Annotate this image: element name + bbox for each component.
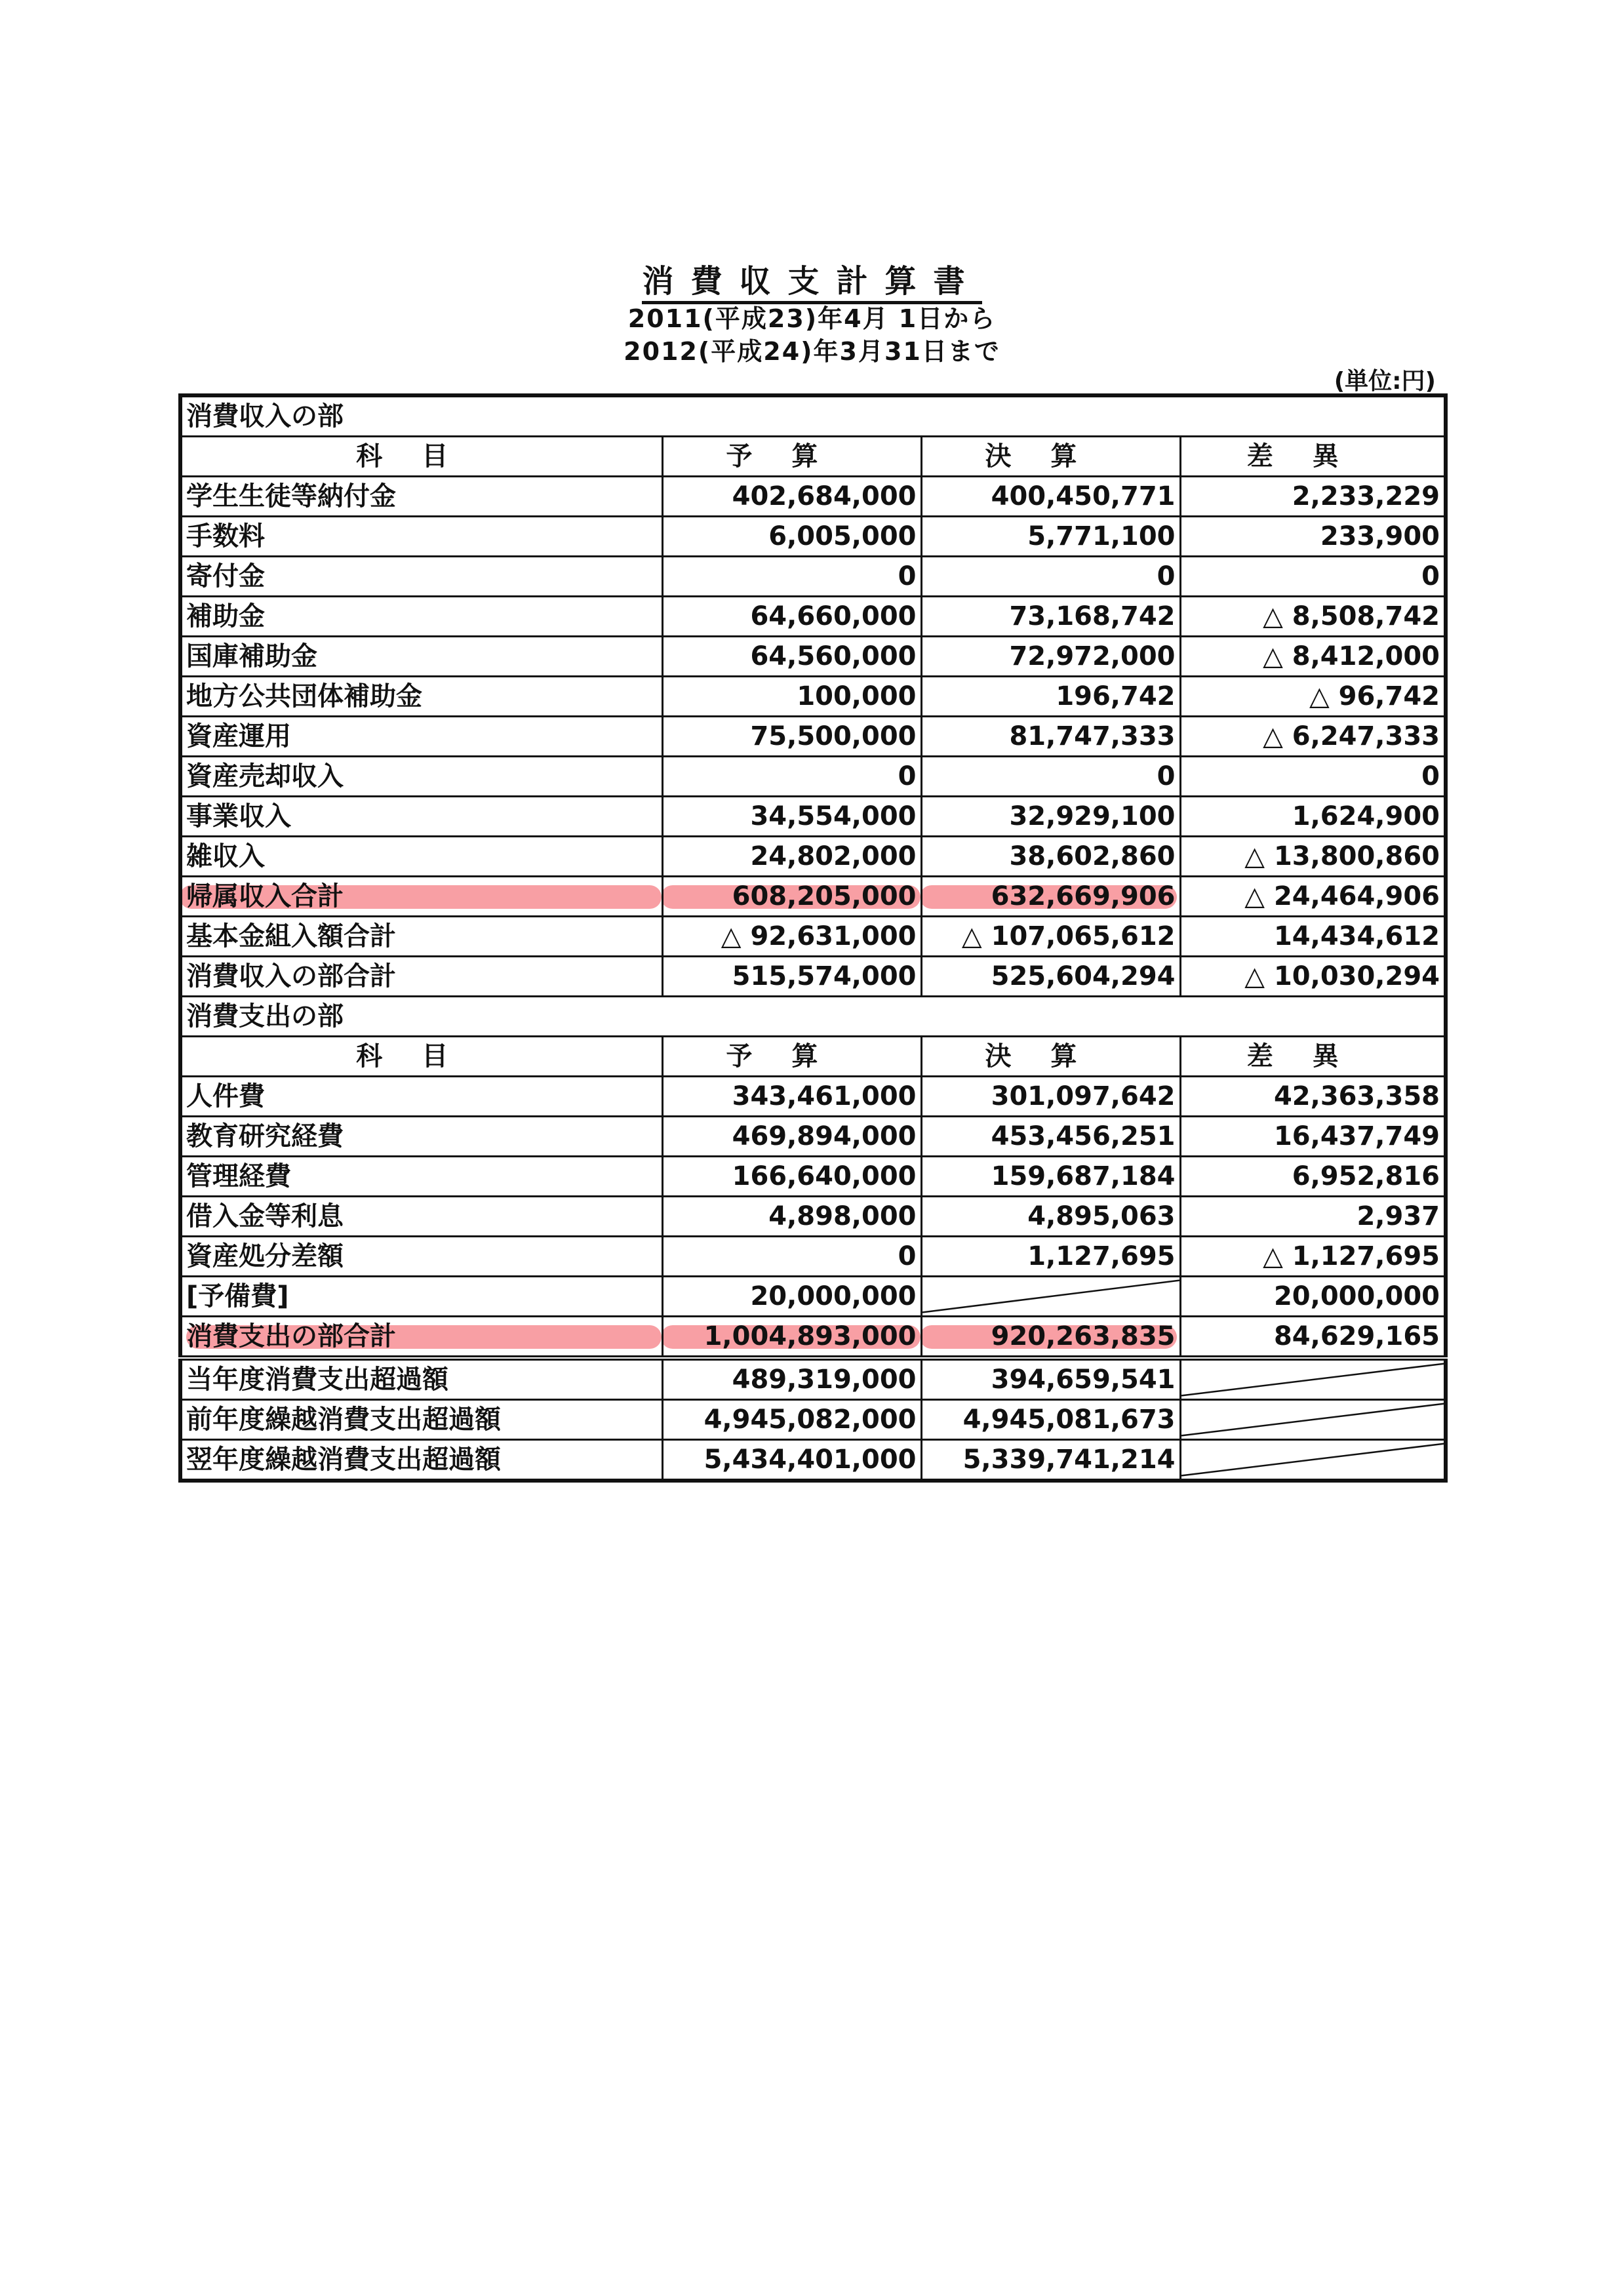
diagonal-line xyxy=(1181,1401,1444,1439)
row-label: 帰属収入合計 xyxy=(186,881,344,911)
row-label: 資産売却収入 xyxy=(180,757,662,797)
actual-cell: 73,168,742 xyxy=(921,597,1180,637)
diagonal-line xyxy=(1181,1361,1444,1399)
row-label-cell xyxy=(180,877,662,917)
diff-cell: 0 xyxy=(1180,557,1446,597)
section-label: 消費支出の部 xyxy=(180,997,1446,1037)
diff-cell: 0 xyxy=(1180,757,1446,797)
diff-cell: △ 1,127,695 xyxy=(1180,1237,1446,1277)
diff-cell: △ 13,800,860 xyxy=(1180,837,1446,877)
unit-label: (単位:円) xyxy=(1334,368,1436,395)
table-row xyxy=(180,517,1446,557)
actual-cell: 394,659,541 xyxy=(921,1358,1180,1400)
budget-cell: 5,434,401,000 xyxy=(662,1440,921,1481)
budget-cell: 343,461,000 xyxy=(662,1077,921,1117)
column-header-actual: 決算 xyxy=(921,1037,1180,1077)
income-expense-statement-table xyxy=(178,393,1448,1483)
table-row xyxy=(180,957,1446,997)
budget-cell: 6,005,000 xyxy=(662,517,921,557)
section-label: 消費収入の部 xyxy=(180,395,1446,437)
empty-slash-cell xyxy=(1180,1440,1446,1481)
row-label: 国庫補助金 xyxy=(180,637,662,677)
budget-cell: 0 xyxy=(662,557,921,597)
diff-cell: 42,363,358 xyxy=(1180,1077,1446,1117)
diff-cell: △ 8,508,742 xyxy=(1180,597,1446,637)
budget-cell: 20,000,000 xyxy=(662,1277,921,1317)
actual-cell: 32,929,100 xyxy=(921,797,1180,837)
budget-cell xyxy=(662,877,921,917)
budget-cell: 0 xyxy=(662,1237,921,1277)
row-label: 消費支出の部合計 xyxy=(186,1321,396,1351)
diff-cell: 14,434,612 xyxy=(1180,917,1446,957)
budget-value: 608,205,000 xyxy=(732,881,917,911)
table-row xyxy=(180,1197,1446,1237)
table-row xyxy=(180,757,1446,797)
budget-cell: 4,945,082,000 xyxy=(662,1400,921,1440)
row-label: 資産処分差額 xyxy=(180,1237,662,1277)
actual-cell: 5,339,741,214 xyxy=(921,1440,1180,1481)
budget-cell: 100,000 xyxy=(662,677,921,717)
row-label: 雑収入 xyxy=(180,837,662,877)
actual-cell xyxy=(921,1317,1180,1359)
actual-value: 920,263,835 xyxy=(991,1321,1176,1351)
row-label: 前年度繰越消費支出超過額 xyxy=(180,1400,662,1440)
table-row xyxy=(180,797,1446,837)
row-label: 学生生徒等納付金 xyxy=(180,477,662,517)
row-label: 事業収入 xyxy=(180,797,662,837)
actual-cell: 400,450,771 xyxy=(921,477,1180,517)
diff-cell: △ 96,742 xyxy=(1180,677,1446,717)
period-from: 2011(平成23)年4月 1日から xyxy=(627,304,997,333)
table-row xyxy=(180,1277,1446,1317)
column-header-row xyxy=(180,1037,1446,1077)
row-label: 教育研究経費 xyxy=(180,1117,662,1157)
column-header-budget: 予算 xyxy=(662,1037,921,1077)
table-row xyxy=(180,1440,1446,1481)
table-row xyxy=(180,717,1446,757)
diff-cell: 2,233,229 xyxy=(1180,477,1446,517)
actual-cell: 0 xyxy=(921,757,1180,797)
budget-cell xyxy=(662,1317,921,1359)
actual-value: 632,669,906 xyxy=(991,881,1176,911)
row-label: 借入金等利息 xyxy=(180,1197,662,1237)
actual-cell: 72,972,000 xyxy=(921,637,1180,677)
budget-cell: 75,500,000 xyxy=(662,717,921,757)
actual-cell: △ 107,065,612 xyxy=(921,917,1180,957)
diff-cell: 16,437,749 xyxy=(1180,1117,1446,1157)
diff-cell: △ 6,247,333 xyxy=(1180,717,1446,757)
actual-cell: 525,604,294 xyxy=(921,957,1180,997)
actual-cell: 453,456,251 xyxy=(921,1117,1180,1157)
table-row xyxy=(180,637,1446,677)
diff-cell: △ 10,030,294 xyxy=(1180,957,1446,997)
budget-cell: 489,319,000 xyxy=(662,1358,921,1400)
row-label-cell xyxy=(180,1317,662,1359)
row-label: 当年度消費支出超過額 xyxy=(180,1358,662,1400)
budget-cell: 515,574,000 xyxy=(662,957,921,997)
empty-slash-cell xyxy=(1180,1358,1446,1400)
actual-cell: 301,097,642 xyxy=(921,1077,1180,1117)
row-label: 手数料 xyxy=(180,517,662,557)
column-header-actual: 決算 xyxy=(921,437,1180,477)
section-header-income xyxy=(180,395,1446,437)
column-header-diff: 差異 xyxy=(1180,437,1446,477)
table-row xyxy=(180,597,1446,637)
table-row xyxy=(180,1358,1446,1400)
table-row xyxy=(180,1117,1446,1157)
row-label: [予備費] xyxy=(180,1277,662,1317)
table-row xyxy=(180,1077,1446,1117)
row-label: 補助金 xyxy=(180,597,662,637)
budget-cell: 4,898,000 xyxy=(662,1197,921,1237)
document-title: 消費収支計算書 xyxy=(0,256,1624,301)
diagonal-line xyxy=(1181,1441,1444,1479)
diff-cell: 1,624,900 xyxy=(1180,797,1446,837)
actual-cell xyxy=(921,877,1180,917)
actual-cell: 5,771,100 xyxy=(921,517,1180,557)
budget-cell: 34,554,000 xyxy=(662,797,921,837)
row-label: 地方公共団体補助金 xyxy=(180,677,662,717)
diff-cell: △ 8,412,000 xyxy=(1180,637,1446,677)
empty-slash-cell xyxy=(921,1277,1180,1317)
actual-cell: 0 xyxy=(921,557,1180,597)
table-row xyxy=(180,1157,1446,1197)
column-header-budget: 予算 xyxy=(662,437,921,477)
diff-cell: 2,937 xyxy=(1180,1197,1446,1237)
column-header-row xyxy=(180,437,1446,477)
diff-cell: 6,952,816 xyxy=(1180,1157,1446,1197)
period-to: 2012(平成24)年3月31日まで xyxy=(624,337,1000,366)
table-row xyxy=(180,677,1446,717)
table-row xyxy=(180,557,1446,597)
column-header-item: 科目 xyxy=(180,1037,662,1077)
budget-cell: 24,802,000 xyxy=(662,837,921,877)
budget-cell: 64,660,000 xyxy=(662,597,921,637)
actual-cell: 159,687,184 xyxy=(921,1157,1180,1197)
diff-cell: △ 24,464,906 xyxy=(1180,877,1446,917)
actual-cell: 81,747,333 xyxy=(921,717,1180,757)
actual-cell: 4,945,081,673 xyxy=(921,1400,1180,1440)
budget-value: 1,004,893,000 xyxy=(703,1321,917,1351)
row-label: 寄付金 xyxy=(180,557,662,597)
row-label: 基本金組入額合計 xyxy=(180,917,662,957)
empty-slash-cell xyxy=(1180,1400,1446,1440)
diff-cell: 20,000,000 xyxy=(1180,1277,1446,1317)
budget-cell: 402,684,000 xyxy=(662,477,921,517)
table-row xyxy=(180,477,1446,517)
column-header-diff: 差異 xyxy=(1180,1037,1446,1077)
table-row xyxy=(180,1237,1446,1277)
row-label: 資産運用 xyxy=(180,717,662,757)
budget-cell: 166,640,000 xyxy=(662,1157,921,1197)
table-row xyxy=(180,917,1446,957)
actual-cell: 38,602,860 xyxy=(921,837,1180,877)
table-row xyxy=(180,837,1446,877)
section-header-expense xyxy=(180,997,1446,1037)
table-row-highlighted xyxy=(180,1317,1446,1359)
actual-cell: 4,895,063 xyxy=(921,1197,1180,1237)
budget-cell: 64,560,000 xyxy=(662,637,921,677)
diff-cell: 84,629,165 xyxy=(1180,1317,1446,1359)
actual-cell: 1,127,695 xyxy=(921,1237,1180,1277)
diff-cell: 233,900 xyxy=(1180,517,1446,557)
budget-cell: 0 xyxy=(662,757,921,797)
table-row-highlighted xyxy=(180,877,1446,917)
row-label: 管理経費 xyxy=(180,1157,662,1197)
row-label: 人件費 xyxy=(180,1077,662,1117)
budget-cell: 469,894,000 xyxy=(662,1117,921,1157)
row-label: 消費収入の部合計 xyxy=(180,957,662,997)
budget-cell: △ 92,631,000 xyxy=(662,917,921,957)
row-label: 翌年度繰越消費支出超過額 xyxy=(180,1440,662,1481)
table-row xyxy=(180,1400,1446,1440)
actual-cell: 196,742 xyxy=(921,677,1180,717)
diagonal-line xyxy=(922,1277,1179,1315)
column-header-item: 科目 xyxy=(180,437,662,477)
